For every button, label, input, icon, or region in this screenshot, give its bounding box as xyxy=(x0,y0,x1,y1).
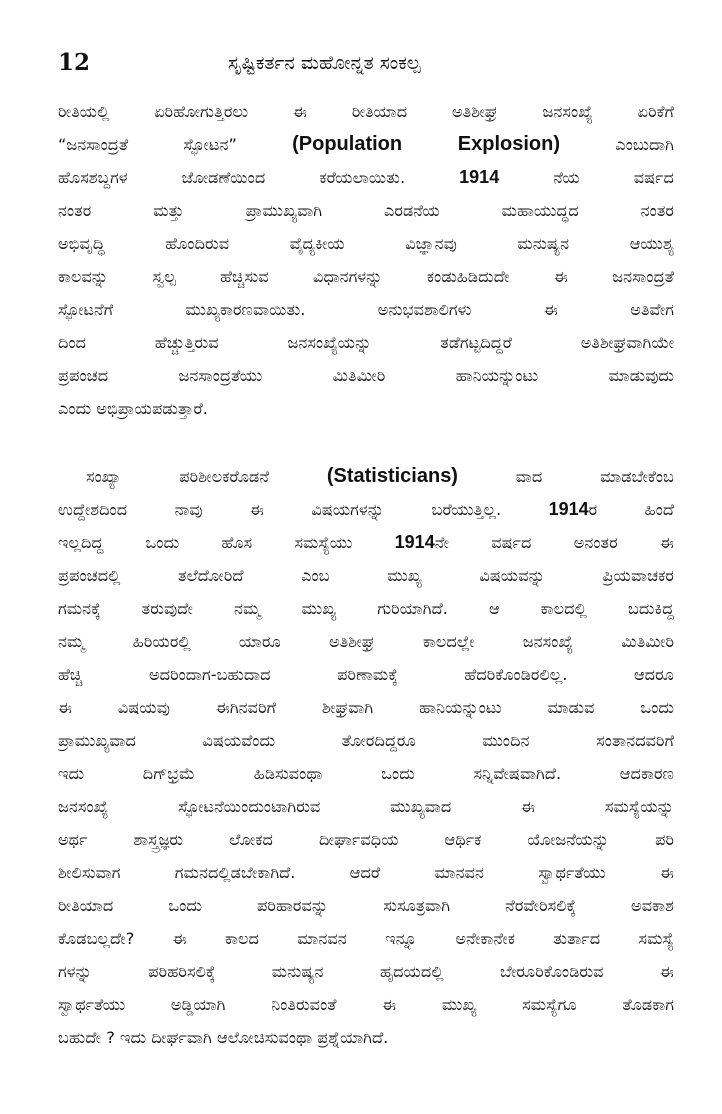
text-line: ಸಂಖ್ಯಾ ಪರಿಶೀಲಕರೊಡನೆ (Statisticians) ವಾದ ಮಾಡಬೇಕೆಂಬ xyxy=(86,465,674,487)
text-line: ಇಲ್ಲದಿದ್ದ ಒಂದು ಹೊಸ ಸಮಸ್ಯೆಯು 1914ನೇ ವರ್ಷದ ಅನಂತರ ಈ xyxy=(58,532,674,552)
year-number: 1914 xyxy=(459,167,500,187)
text-line: ರೀತಿಯಾದ ಒಂದು ಪರಿಹಾರವನ್ನು ಸುಸೂತ್ರವಾಗಿ ನೆರವೇರಿಸಲಿಕ್ಕೆ ಅವಕಾಶ xyxy=(58,896,674,915)
text-line: ಕೊಡಬಲ್ಲದೇ? ಈ ಕಾಲದ ಮಾನವನ ಇನ್ನೂ ಅನೇಕಾನೇಕ ತುರ್ತಾದ ಸಮಸ್ಯೆ xyxy=(58,929,674,948)
text-line: ಹೊಸಶಬ್ದಗಳ ಜೋಡಣೆಯಿಂದ ಕರೆಯಲಾಯಿತು. 1914 ನೆಯ ವರ್ಷದ xyxy=(58,167,674,187)
year-number: 1914 xyxy=(394,532,435,552)
text-line: ಗಳನ್ನು ಪರಿಹರಿಸಲಿಕ್ಕೆ ಮನುಷ್ಯನ ಹೃದಯದಲ್ಲಿ ಬೇರೂರಿಕೊಂಡಿರುವ ಈ xyxy=(58,962,674,981)
english-term: (Statisticians) xyxy=(326,465,458,487)
text-line: “ಜನಸಾಂದ್ರತೆ ಸ್ಫೋಟನ” (Population Explosion) ಎಂಬುದಾಗಿ xyxy=(58,133,674,155)
text-line: ಗಮನಕ್ಕೆ ತರುವುದೇ ನಮ್ಮ ಮುಖ್ಯ ಗುರಿಯಾಗಿದೆ. ಆ ಕಾಲದಲ್ಲಿ ಬದುಕಿದ್ದ xyxy=(58,599,674,618)
text-line: ಅರ್ಥ ಶಾಸ್ತ್ರಜ್ಞರು ಲೋಕದ ದೀರ್ಘಾವಧಿಯ ಆರ್ಥಿಕ ಯೋಜನೆಯನ್ನು ಪರಿ xyxy=(58,830,674,849)
text-line: ಬಹುದೇ ? ಇದು ದೀರ್ಘವಾಗಿ ಆಲೋಚಿಸುವಂಥಾ ಪ್ರಶ್ನೆಯಾಗಿದೆ. xyxy=(58,1028,389,1047)
year-number: 1914 xyxy=(548,499,589,519)
text-line: ಈ ವಿಷಯವು ಈಗಿನವರಿಗೆ ಶೀಘ್ರವಾಗಿ ಹಾನಿಯನ್ನುಂಟು ಮಾಡುವ ಒಂದು xyxy=(58,698,674,717)
page-header xyxy=(58,48,682,82)
text-line: ಇದು ದಿಗ್‌ಭ್ರಮೆ ಹಿಡಿಸುವಂಥಾ ಒಂದು ಸನ್ನಿವೇಷವಾಗಿದೆ. ಆದಕಾರಣ xyxy=(58,764,674,783)
text-line: ಶೀಲಿಸುವಾಗ ಗಮನದಲ್ಲಿಡಬೇಕಾಗಿದೆ. ಆದರೆ ಮಾನವನ ಸ್ವಾರ್ಥತೆಯು ಈ xyxy=(58,863,674,882)
running-title: ಸೃಷ್ಟಿಕರ್ತನ ಮಹೋನ್ನತ ಸಂಕಲ್ಪ xyxy=(228,52,421,74)
text-line: ಅಭಿವೃದ್ಧಿ ಹೊಂದಿರುವ ವೈದ್ಯಕೀಯ ವಿಜ್ಞಾನವು ಮನುಷ್ಯನ ಆಯುಶ್ಯ xyxy=(58,234,674,253)
page-number: 12 xyxy=(58,49,91,76)
text-line: ಕಾಲವನ್ನು ಸ್ವಲ್ಪ ಹೆಚ್ಚಿಸುವ ವಿಧಾನಗಳನ್ನು ಕಂಡುಹಿಡಿದುದೇ ಈ ಜನಸಾಂದ್ರತೆ xyxy=(58,267,674,286)
text-line: ಎಂದು ಅಭಿಪ್ರಾಯಪಡುತ್ತಾರೆ. xyxy=(58,399,208,418)
english-term: (Population Explosion) xyxy=(292,133,561,155)
text-line: ದಿಂದ ಹೆಚ್ಚುತ್ತಿರುವ ಜನಸಂಖ್ಯೆಯನ್ನು ತಡೆಗಟ್ಟದಿದ್ದರೆ ಅತಿಶೀಘ್ರವಾಗಿಯೇ xyxy=(58,333,674,352)
text-line: ಸ್ಫೋಟನೆಗೆ ಮುಖ್ಯಕಾರಣವಾಯಿತು. ಅನುಭವಶಾಲಿಗಳು ಈ ಅತಿವೇಗ xyxy=(58,300,674,319)
text-line: ರೀತಿಯಲ್ಲಿ ಏರಿಹೋಗುತ್ತಿರಲು ಈ ರೀತಿಯಾದ ಅತಿಶೀಘ್ರ ಜನಸಂಖ್ಯೆ ಏರಿಕೆಗೆ xyxy=(58,102,674,121)
text-line: ಸ್ವಾರ್ಥತೆಯು ಅಡ್ಡಿಯಾಗಿ ನಿಂತಿರುವಂತೆ ಈ ಮುಖ್ಯ ಸಮಸ್ಯೆಗೂ ತೊಡಕಾಗ xyxy=(58,995,674,1014)
text-line: ಪ್ರಪಂಚದ ಜನಸಾಂದ್ರತೆಯು ಮಿತಿಮೀರಿ ಹಾನಿಯನ್ನುಂಟು ಮಾಡುವುದು xyxy=(58,366,674,385)
paragraph-1 xyxy=(58,95,674,425)
text-line: ನಂತರ ಮತ್ತು ಪ್ರಾಮುಖ್ಯವಾಗಿ ಎರಡನೆಯ ಮಹಾಯುದ್ಧದ ನಂತರ xyxy=(58,201,674,220)
text-line: ಹೆಚ್ಚಿ ಅದರಿಂದಾಗ-ಬಹುದಾದ ಪರಿಣಾಮಕ್ಕೆ ಹೆದರಿಕೊಂಡಿರಲಿಲ್ಲ. ಆದರೂ xyxy=(58,665,674,684)
paragraph-2 xyxy=(58,460,674,1054)
text-line: ಪ್ರಾಮುಖ್ಯವಾದ ವಿಷಯವೆಂದು ತೋರದಿದ್ದರೂ ಮುಂದಿನ ಸಂತಾನದವರಿಗೆ xyxy=(58,731,674,750)
text-line: ಜನಸಂಖ್ಯೆ ಸ್ಫೋಟನೆಯಿಂದುಂಟಾಗಿರುವ ಮುಖ್ಯವಾದ ಈ ಸಮಸ್ಯೆಯನ್ನು xyxy=(58,797,674,816)
text-line: ನಮ್ಮ ಹಿರಿಯರಲ್ಲಿ ಯಾರೂ ಅತಿಶೀಘ್ರ ಕಾಲದಲ್ಲೇ ಜನಸಂಖ್ಯೆ ಮಿತಿಮೀರಿ xyxy=(58,632,674,651)
text-line: ಪ್ರಪಂಚದಲ್ಲಿ ತಲೆದೋರಿದೆ ಎಂಬ ಮುಖ್ಯ ವಿಷಯವನ್ನು ಪ್ರಿಯವಾಚಕರ xyxy=(58,566,674,585)
text-line: ಉದ್ದೇಶದಿಂದ ನಾವು ಈ ವಿಷಯಗಳನ್ನು ಬರೆಯುತ್ತಿಲ್ಲ. 1914ರ ಹಿಂದೆ xyxy=(58,499,674,519)
